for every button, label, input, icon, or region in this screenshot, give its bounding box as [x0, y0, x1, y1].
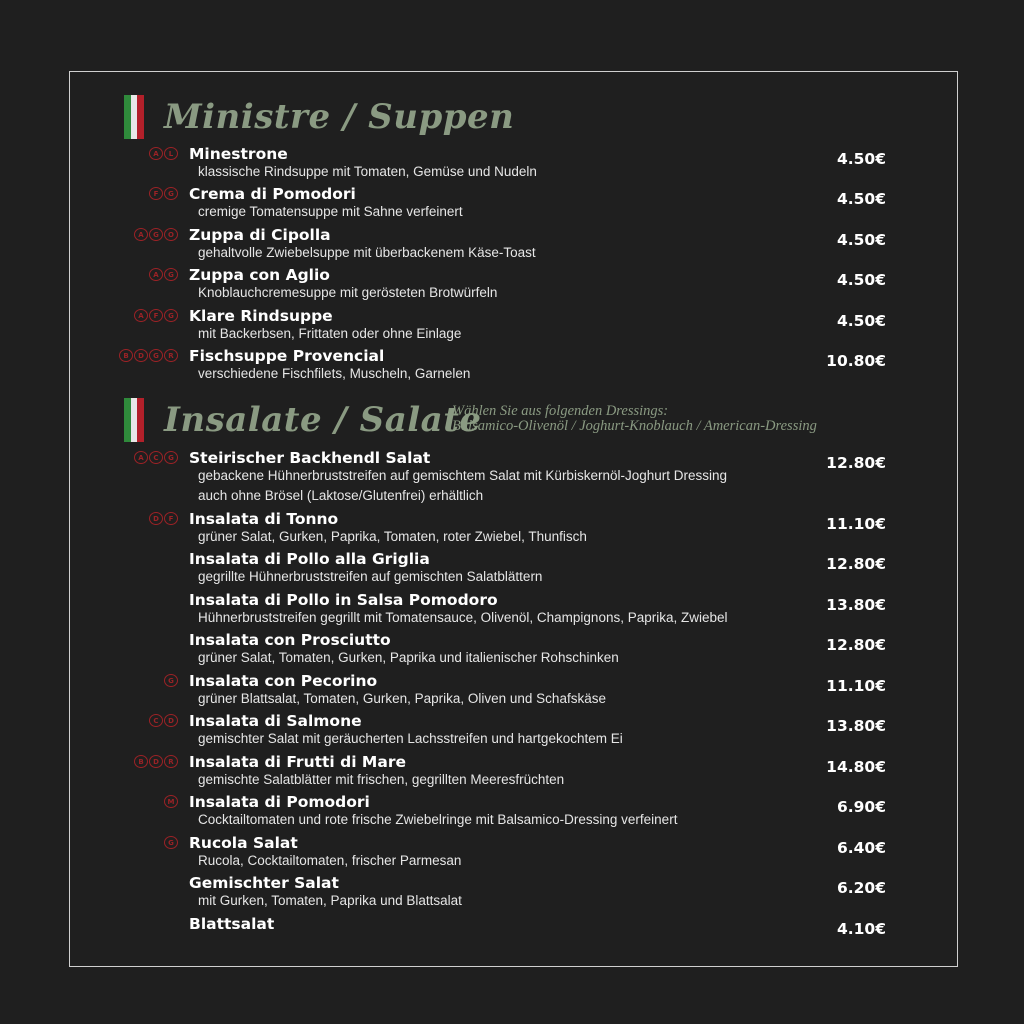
item-description: gemischter Salat mit geräucherten Lachsstreifen und hartgekochtem Ei — [198, 731, 623, 746]
dressing-note-line: Balsamico-Olivenöl / Joghurt-Knoblauch / American-Dressing — [452, 418, 817, 434]
item-description: grüner Blattsalat, Tomaten, Gurken, Paprika, Oliven und Schafskäse — [198, 691, 606, 706]
allergen-codes — [149, 187, 178, 200]
item-price: 10.80€ — [826, 352, 886, 370]
dressing-note-line: Wählen Sie aus folgenden Dressings: — [452, 403, 669, 419]
allergen-badge: G — [164, 309, 178, 322]
allergen-badge: B — [119, 349, 133, 362]
section-title: Ministre / Suppen — [164, 97, 515, 137]
item-description: gehaltvolle Zwiebelsuppe mit überbackenem Käse-Toast — [198, 245, 536, 260]
item-name: Rucola Salat — [189, 834, 298, 852]
item-name: Klare Rindsuppe — [189, 307, 333, 325]
dressing-note — [452, 404, 817, 434]
allergen-badge: O — [164, 228, 178, 241]
item-price: 14.80€ — [826, 758, 886, 776]
allergen-badge: G — [164, 187, 178, 200]
item-description: gegrillte Hühnerbruststreifen auf gemischten Salatblättern — [198, 569, 543, 584]
item-name: Crema di Pomodori — [189, 185, 356, 203]
item-name: Gemischter Salat — [189, 874, 339, 892]
allergen-badge: A — [134, 309, 148, 322]
allergen-codes — [164, 795, 178, 808]
section-title: Insalate / Salate — [164, 400, 482, 440]
item-description: Hühnerbruststreifen gegrillt mit Tomatensauce, Olivenöl, Champignons, Paprika, Zwiebel — [198, 610, 728, 625]
allergen-badge: A — [134, 451, 148, 464]
allergen-badge: B — [134, 755, 148, 768]
allergen-badge: L — [164, 147, 178, 160]
allergen-badge: R — [164, 349, 178, 362]
allergen-codes — [164, 836, 178, 849]
item-name: Fischsuppe Provencial — [189, 347, 385, 365]
item-price: 4.50€ — [836, 271, 886, 289]
item-name: Insalata di Tonno — [189, 510, 339, 528]
allergen-codes — [134, 228, 178, 241]
item-description: klassische Rindsuppe mit Tomaten, Gemüse und Nudeln — [198, 164, 537, 179]
item-name: Insalata con Prosciutto — [189, 631, 391, 649]
item-description: verschiedene Fischfilets, Muscheln, Garnelen — [198, 366, 471, 381]
item-price: 4.50€ — [836, 231, 886, 249]
item-price: 12.80€ — [826, 555, 886, 573]
allergen-badge: D — [164, 714, 178, 727]
allergen-badge: A — [149, 147, 163, 160]
allergen-badge: G — [164, 836, 178, 849]
item-description: gebackene Hühnerbruststreifen auf gemischtem Salat mit Kürbiskernöl-Joghurt Dressing — [198, 468, 728, 483]
allergen-badge: G — [164, 451, 178, 464]
allergen-badge: C — [149, 714, 163, 727]
allergen-codes — [149, 714, 178, 727]
item-name: Insalata di Frutti di Mare — [189, 753, 406, 771]
allergen-badge: G — [149, 228, 163, 241]
item-name: Insalata con Pecorino — [189, 672, 378, 690]
item-description: Cocktailtomaten und rote frische Zwiebelringe mit Balsamico-Dressing verfeinert — [198, 812, 678, 827]
item-price: 12.80€ — [826, 636, 886, 654]
item-price: 4.50€ — [836, 190, 886, 208]
allergen-badge: G — [164, 268, 178, 281]
italian-flag-icon — [124, 398, 144, 442]
allergen-badge: R — [164, 755, 178, 768]
item-name: Insalata di Pomodori — [189, 793, 370, 811]
allergen-codes — [149, 512, 178, 525]
item-description: Knoblauchcremesuppe mit gerösteten Brotwürfeln — [198, 285, 498, 300]
allergen-badge: G — [149, 349, 163, 362]
allergen-badge: G — [164, 674, 178, 687]
item-price: 4.50€ — [836, 150, 886, 168]
allergen-badge: A — [149, 268, 163, 281]
allergen-codes — [119, 349, 178, 362]
item-name: Insalata di Pollo in Salsa Pomodoro — [189, 591, 498, 609]
allergen-badge: D — [149, 755, 163, 768]
allergen-codes — [164, 674, 178, 687]
item-name: Steirischer Backhendl Salat — [189, 449, 431, 467]
allergen-badge: F — [149, 309, 163, 322]
allergen-badge: D — [149, 512, 163, 525]
section-header-salads — [124, 398, 482, 442]
item-description: grüner Salat, Gurken, Paprika, Tomaten, roter Zwiebel, Thunfisch — [198, 529, 587, 544]
allergen-badge: M — [164, 795, 178, 808]
item-price: 4.50€ — [836, 312, 886, 330]
item-price: 6.20€ — [836, 879, 886, 897]
item-name: Insalata di Salmone — [189, 712, 362, 730]
item-description: auch ohne Brösel (Laktose/Glutenfrei) erhältlich — [198, 488, 484, 503]
item-description: mit Gurken, Tomaten, Paprika und Blattsalat — [198, 893, 462, 908]
allergen-codes — [134, 309, 178, 322]
allergen-codes — [134, 755, 178, 768]
allergen-codes — [149, 268, 178, 281]
allergen-badge: F — [164, 512, 178, 525]
item-price: 6.90€ — [836, 798, 886, 816]
item-name: Zuppa con Aglio — [189, 266, 330, 284]
allergen-badge: D — [134, 349, 148, 362]
item-price: 13.80€ — [826, 596, 886, 614]
item-description: cremige Tomatensuppe mit Sahne verfeinert — [198, 204, 463, 219]
item-price: 4.10€ — [836, 920, 886, 938]
allergen-codes — [134, 451, 178, 464]
item-name: Minestrone — [189, 145, 288, 163]
item-description: mit Backerbsen, Frittaten oder ohne Einlage — [198, 326, 462, 341]
item-description: grüner Salat, Tomaten, Gurken, Paprika und italienischer Rohschinken — [198, 650, 619, 665]
item-price: 11.10€ — [826, 515, 886, 533]
item-price: 12.80€ — [826, 454, 886, 472]
italian-flag-icon — [124, 95, 144, 139]
allergen-badge: A — [134, 228, 148, 241]
item-price: 6.40€ — [836, 839, 886, 857]
item-price: 13.80€ — [826, 717, 886, 735]
item-name: Zuppa di Cipolla — [189, 226, 331, 244]
allergen-badge: C — [149, 451, 163, 464]
item-name: Insalata di Pollo alla Griglia — [189, 550, 430, 568]
item-name: Blattsalat — [189, 915, 275, 933]
item-description: gemischte Salatblätter mit frischen, gegrillten Meeresfrüchten — [198, 772, 565, 787]
section-header-soups — [124, 95, 514, 139]
item-price: 11.10€ — [826, 677, 886, 695]
item-description: Rucola, Cocktailtomaten, frischer Parmesan — [198, 853, 462, 868]
allergen-badge: F — [149, 187, 163, 200]
allergen-codes — [149, 147, 178, 160]
